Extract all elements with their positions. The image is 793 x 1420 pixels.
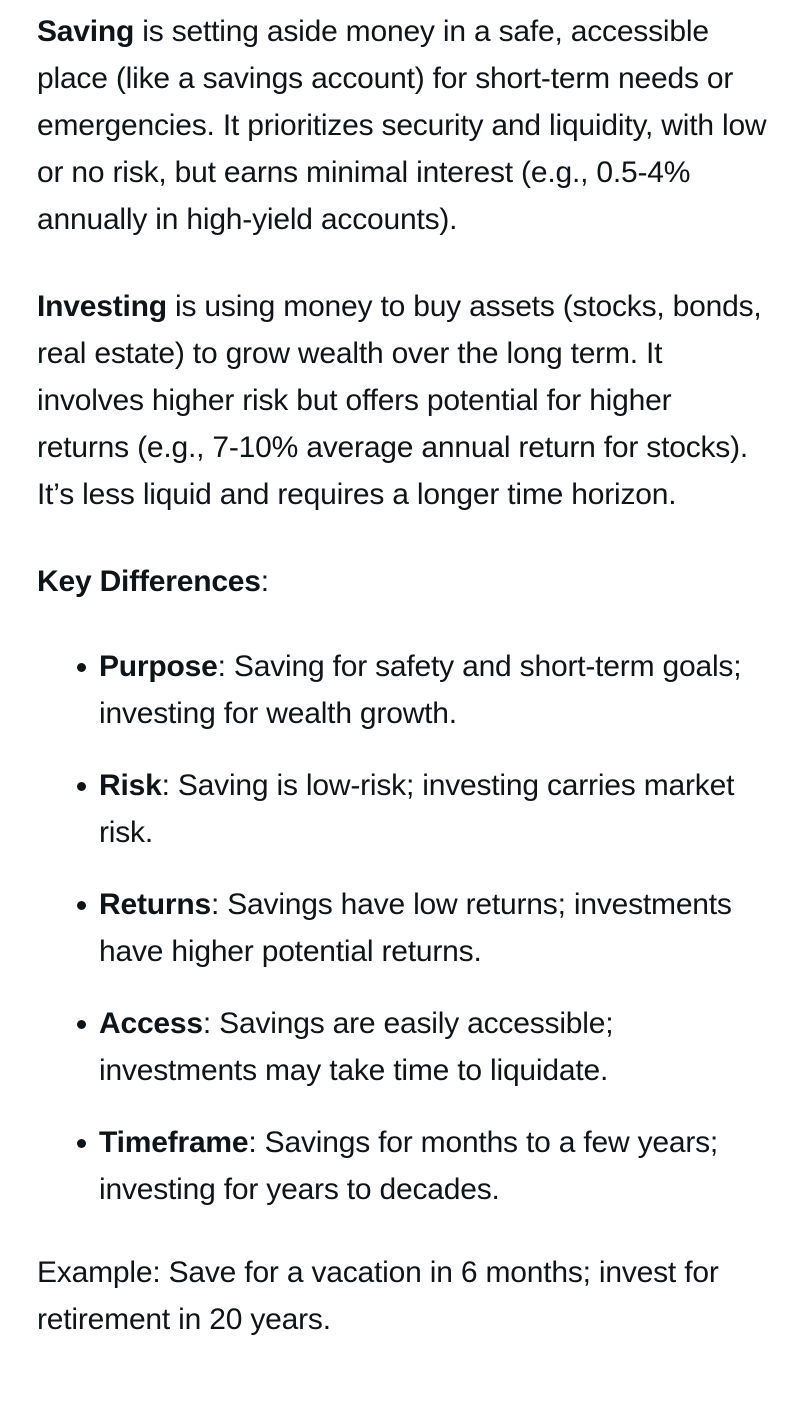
bullet-icon: [77, 901, 86, 910]
bullet-icon: [77, 663, 86, 672]
list-item-term: Risk: [99, 769, 162, 802]
list-item-text: : Savings for months to a few years; investing for years to decades.: [99, 1126, 719, 1206]
key-differences-heading: [37, 558, 769, 605]
list-item-text: : Savings are easily accessible; investments may take time to liquidate.: [99, 1007, 614, 1087]
list-item-timeframe: [37, 1119, 769, 1213]
key-differences-title: Key Differences: [37, 565, 261, 598]
list-item-access: [37, 1000, 769, 1094]
investing-definition: is using money to buy assets (stocks, bonds, real estate) to grow wealth over the long term. It involves higher risk but offers potential for higher returns (e.g., 7-10% average annual return for stocks). It’s less liquid and requires a longer time horizon.: [37, 290, 762, 511]
list-item-term: Returns: [99, 888, 211, 921]
list-item-text: : Savings have low returns; investments have higher potential returns.: [99, 888, 732, 968]
investing-paragraph: [37, 283, 769, 518]
list-item-term: Access: [99, 1007, 203, 1040]
bullet-icon: [77, 1020, 86, 1029]
bullet-icon: [77, 782, 86, 791]
list-item-term: Purpose: [99, 650, 218, 683]
saving-paragraph: [37, 8, 769, 243]
bullet-icon: [77, 1139, 86, 1148]
example-paragraph: Example: Save for a vacation in 6 months; invest for retirement in 20 years.: [37, 1256, 719, 1336]
list-item-text: : Saving for safety and short-term goals; investing for wealth growth.: [99, 650, 742, 730]
differences-list: [37, 643, 769, 1213]
saving-term: Saving: [37, 15, 135, 48]
list-item-risk: [37, 762, 769, 856]
list-item-text: : Saving is low-risk; investing carries market risk.: [99, 769, 735, 849]
saving-definition: is setting aside money in a safe, accessible place (like a savings account) for short-term needs or emergencies. It prioritizes security and liquidity, with low or no risk, but earns minimal interest (e.g., 0.5-4% annually in high-yield accounts).: [37, 15, 767, 236]
list-item-returns: [37, 881, 769, 975]
list-item-purpose: [37, 643, 769, 737]
list-item-term: Timeframe: [99, 1126, 249, 1159]
investing-term: Investing: [37, 290, 167, 323]
key-differences-colon: :: [260, 565, 269, 598]
